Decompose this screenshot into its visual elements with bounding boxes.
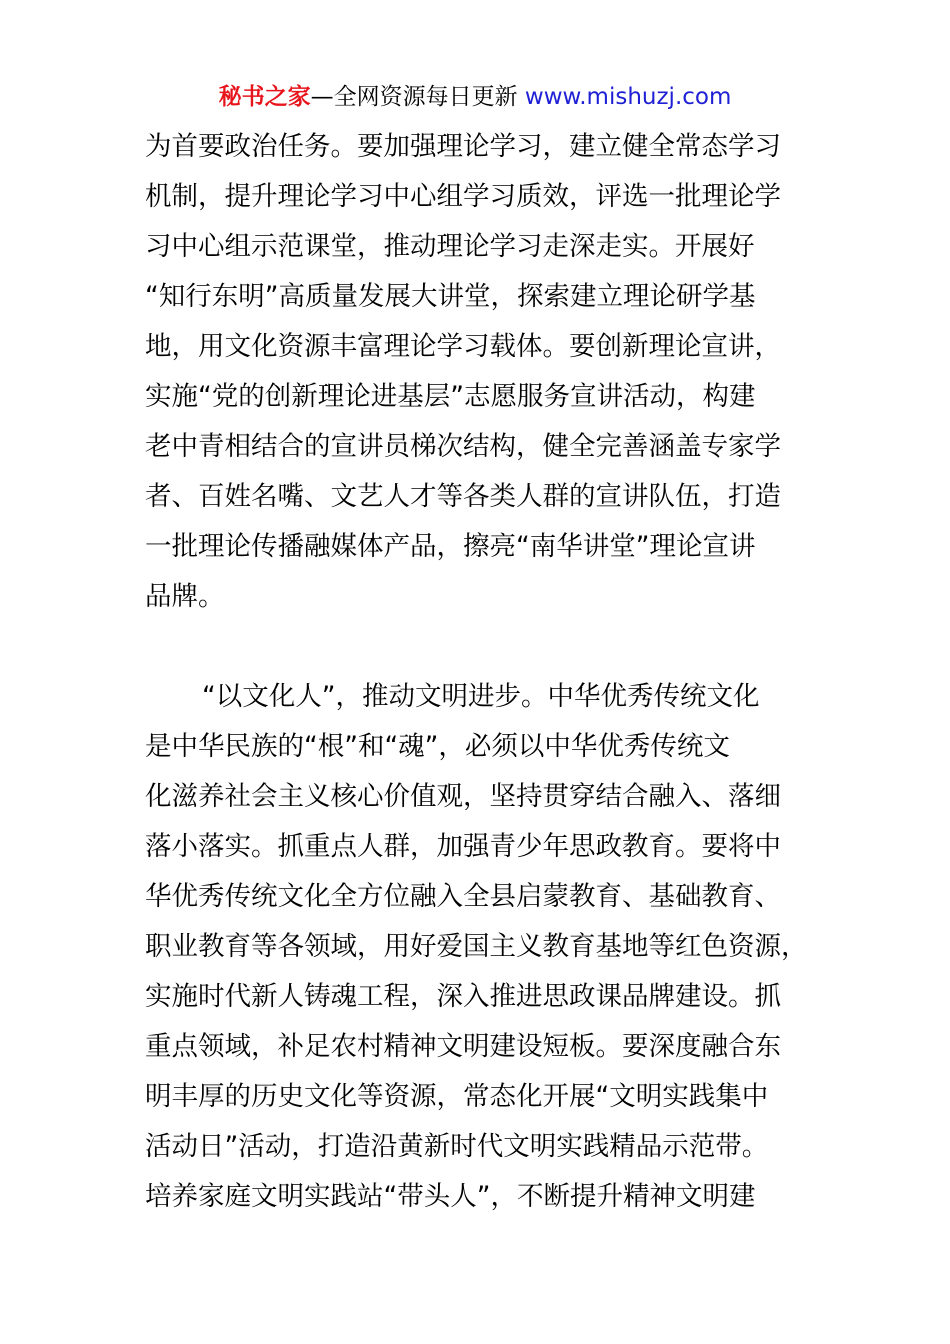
text-line: 者、百姓名嘴、文艺人才等各类人群的宣讲队伍，打造 <box>145 481 781 512</box>
text-line: 实施“党的创新理论进基层”志愿服务宣讲活动，构建 <box>145 381 756 412</box>
text-line: 老中青相结合的宣讲员梯次结构，健全完善涵盖专家学 <box>145 431 781 462</box>
text-line: 明丰厚的历史文化等资源，常态化开展“文明实践集中 <box>145 1081 769 1112</box>
paragraph-theory-study <box>145 122 825 622</box>
site-url-link[interactable]: www.mishuzj.com <box>524 84 732 110</box>
text-line: 职业教育等各领域，用好爱国主义教育基地等红色资源， <box>145 931 808 962</box>
paragraph-spacer <box>145 622 825 672</box>
text-line: 重点领域，补足农村精神文明建设短板。要深度融合东 <box>145 1031 781 1062</box>
text-line: 品牌。 <box>145 581 225 612</box>
text-line: 一批理论传播融媒体产品，擦亮“南华讲堂”理论宣讲 <box>145 531 756 562</box>
text-line: 地，用文化资源丰富理论学习载体。要创新理论宣讲， <box>145 331 781 362</box>
text-line: 机制，提升理论学习中心组学习质效，评选一批理论学 <box>145 181 781 212</box>
paragraph-civilization-progress <box>145 672 825 1222</box>
document-body <box>145 122 825 1222</box>
text-line: 培养家庭文明实践站“带头人”，不断提升精神文明建 <box>145 1181 756 1212</box>
text-line: 为首要政治任务。要加强理论学习，建立健全常态学习 <box>145 131 781 162</box>
text-line: 习中心组示范课堂，推动理论学习走深走实。开展好 <box>145 231 755 262</box>
text-line: 活动日”活动，打造沿黄新时代文明实践精品示范带。 <box>145 1131 769 1162</box>
text-line: 是中华民族的“根”和“魂”，必须以中华优秀传统文 <box>145 731 730 762</box>
brand-name: 秘书之家 <box>218 84 311 110</box>
header-tagline: —全网资源每日更新 <box>310 84 518 110</box>
text-line: 实施时代新人铸魂工程，深入推进思政课品牌建设。抓 <box>145 981 781 1012</box>
site-header <box>0 82 950 112</box>
text-line: 化滋养社会主义核心价值观，坚持贯穿结合融入、落细 <box>145 781 781 812</box>
text-line: 落小落实。抓重点人群，加强青少年思政教育。要将中 <box>145 831 781 862</box>
text-line: 华优秀传统文化全方位融入全县启蒙教育、基础教育、 <box>145 881 781 912</box>
text-line: “知行东明”高质量发展大讲堂，探索建立理论研学基 <box>145 281 756 312</box>
text-line: “以文化人”，推动文明进步。中华优秀传统文化 <box>202 681 760 712</box>
